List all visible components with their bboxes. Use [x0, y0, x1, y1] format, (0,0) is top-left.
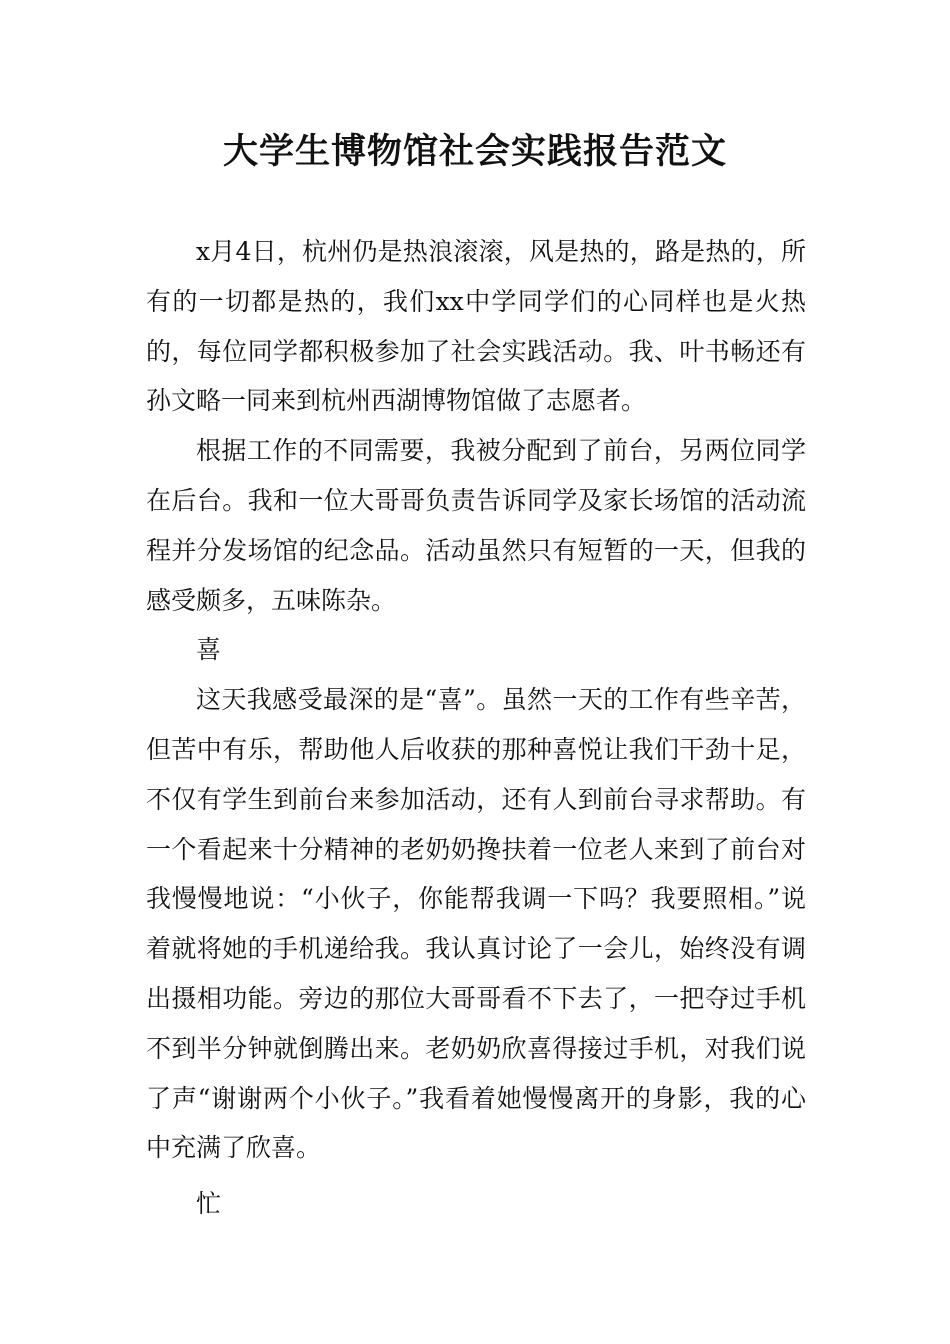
page-title: 大学生博物馆社会实践报告范文 — [222, 132, 727, 172]
paragraph-intro: x月4日，杭州仍是热浪滚滚，风是热的，路是热的，所有的一切都是热的，我们xx中学同学们的心同样也是火热的，每位同学都积极参加了社会实践活动。我、叶书畅还有孙文略一同来到杭州西湖博物馆做了志愿者。 — [146, 237, 806, 416]
paragraph-joy: 这天我感受最深的是“喜”。虽然一天的工作有些辛苦，但苦中有乐，帮助他人后收获的那种喜悦让我们干劲十足，不仅有学生到前台来参加活动，还有人到前台寻求帮助。有一个看起来十分精神的老奶奶搀扶着一位老人来到了前台对我慢慢地说：“小伙子，你能帮我调一下吗？我要照相。”说着就将她的手机递给我。我认真讨论了一会儿，始终没有调出摄相功能。旁边的那位大哥哥看不下去了，一把夺过手机不到半分钟就倒腾出来。老奶奶欣喜得接过手机，对我们说了声“谢谢两个小伙子。”我看着她慢慢离开的身影，我的心中充满了欣喜。 — [146, 685, 806, 1163]
section-heading-joy: 喜 — [196, 635, 222, 665]
paragraph-assignment: 根据工作的不同需要，我被分配到了前台，另两位同学在后台。我和一位大哥哥负责告诉同学及家长场馆的活动流程并分发场馆的纪念品。活动虽然只有短暂的一天，但我的感受颇多，五味陈杂。 — [146, 436, 806, 615]
section-heading-busy: 忙 — [196, 1189, 222, 1219]
document-body — [146, 227, 806, 1229]
